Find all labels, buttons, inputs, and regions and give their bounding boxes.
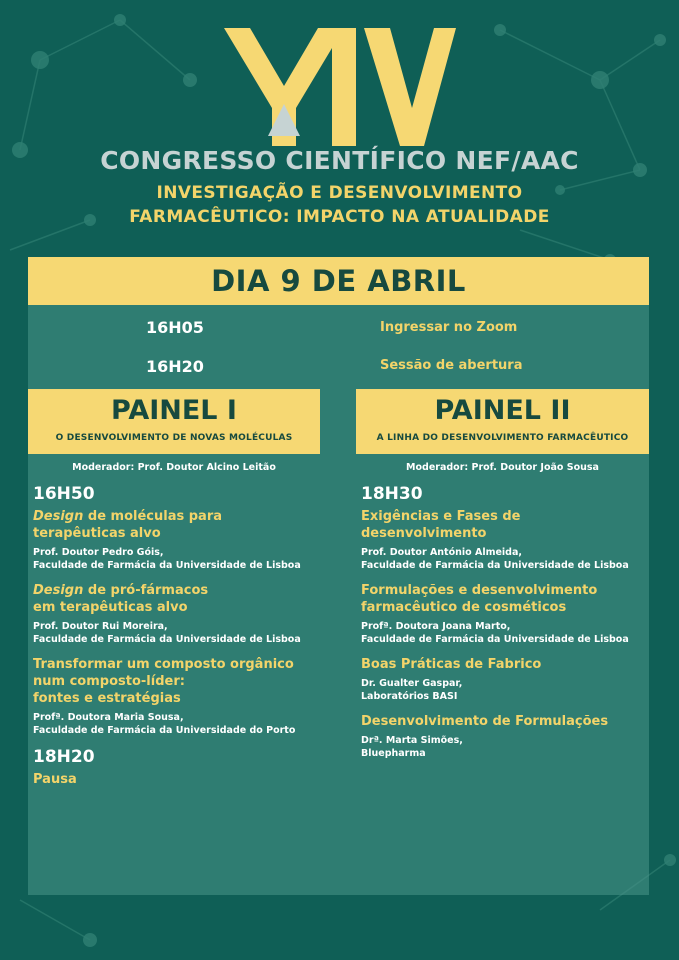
talk-title-rest: de moléculas para	[83, 509, 223, 524]
panel-2-header	[356, 389, 649, 454]
speaker-name: Dr. Gualter Gaspar,	[361, 678, 463, 689]
speaker-affiliation: Faculdade de Farmácia da Universidade de Lisboa	[361, 634, 629, 645]
talk-title: Exigências e Fases de	[361, 509, 521, 524]
talk-speaker	[33, 711, 323, 737]
panel-1-time-break: 18H20	[33, 747, 95, 767]
panel-1-time-start: 16H50	[33, 484, 95, 504]
panel-2-schedule	[361, 484, 651, 770]
opening-time-2: 16H20	[146, 357, 204, 376]
speaker-affiliation: Bluepharma	[361, 748, 426, 759]
theme-line-1: INVESTIGAÇÃO E DESENVOLVIMENTO	[156, 183, 523, 203]
panel-2-subtitle: A LINHA DO DESENVOLVIMENTO FARMACÊUTICO	[376, 433, 629, 443]
talk-speaker	[361, 620, 651, 646]
theme-line-2: FARMACÊUTICO: IMPACTO NA ATUALIDADE	[129, 207, 550, 227]
talk-title	[33, 582, 323, 599]
panel-2-title: PAINEL II	[434, 395, 571, 426]
talk-title: Formulações e desenvolvimento	[361, 583, 598, 598]
talk-speaker	[361, 546, 651, 572]
talk-title-emphasis: Design	[33, 583, 84, 598]
panel-1-schedule	[33, 484, 323, 788]
speaker-affiliation: Faculdade de Farmácia da Universidade do Porto	[33, 725, 296, 736]
opening-label-1: Ingressar no Zoom	[380, 320, 518, 335]
opening-label-2: Sessão de abertura	[380, 358, 523, 373]
congress-title: CONGRESSO CIENTÍFICO NEF/AAC	[100, 146, 579, 175]
talk-title: Transformar um composto orgânico	[33, 657, 294, 672]
speaker-name: Prof. Doutor António Almeida,	[361, 547, 523, 558]
talk-title-line-2: em terapêuticas alvo	[33, 600, 188, 615]
break-label: Pausa	[33, 772, 77, 787]
xiv-logo	[224, 28, 456, 146]
opening-time-1: 16H05	[146, 318, 204, 337]
speaker-affiliation: Faculdade de Farmácia da Universidade de Lisboa	[33, 634, 301, 645]
speaker-affiliation: Faculdade de Farmácia da Universidade de Lisboa	[361, 560, 629, 571]
talk-title-rest: de pró-fármacos	[83, 583, 209, 598]
day-banner: DIA 9 DE ABRIL	[28, 257, 649, 305]
talk-title-line-3: fontes e estratégias	[33, 691, 181, 706]
panel-1-subtitle: O DESENVOLVIMENTO DE NOVAS MOLÉCULAS	[55, 433, 293, 443]
panel-1-moderator: Moderador: Prof. Doutor Alcino Leitão	[72, 462, 276, 473]
speaker-affiliation: Faculdade de Farmácia da Universidade de Lisboa	[33, 560, 301, 571]
panel-2-moderator: Moderador: Prof. Doutor João Sousa	[406, 462, 599, 473]
speaker-name: Prof. Doutor Pedro Góis,	[33, 547, 164, 558]
speaker-affiliation: Laboratórios BASI	[361, 691, 458, 702]
panel-1-header	[28, 389, 320, 454]
talk-title-line-2: desenvolvimento	[361, 526, 487, 541]
panel-2-time-start: 18H30	[361, 484, 423, 504]
speaker-name: Profª. Doutora Joana Marto,	[361, 621, 511, 632]
talk-speaker	[33, 620, 323, 646]
talk-title-emphasis: Design	[33, 509, 84, 524]
panel-1-title: PAINEL I	[111, 395, 237, 426]
talk-title-line-2: farmacêutico de cosméticos	[361, 600, 567, 615]
talk-title	[33, 508, 323, 525]
speaker-name: Drª. Marta Simões,	[361, 735, 463, 746]
talk-title: Boas Práticas de Fabrico	[361, 657, 542, 672]
talk-title-line-2: terapêuticas alvo	[33, 526, 161, 541]
talk-speaker	[33, 546, 323, 572]
talk-title: Desenvolvimento de Formulações	[361, 714, 609, 729]
speaker-name: Profª. Doutora Maria Sousa,	[33, 712, 184, 723]
talk-speaker	[361, 734, 651, 760]
speaker-name: Prof. Doutor Rui Moreira,	[33, 621, 168, 632]
talk-title-line-2: num composto-líder:	[33, 674, 185, 689]
talk-speaker	[361, 677, 651, 703]
